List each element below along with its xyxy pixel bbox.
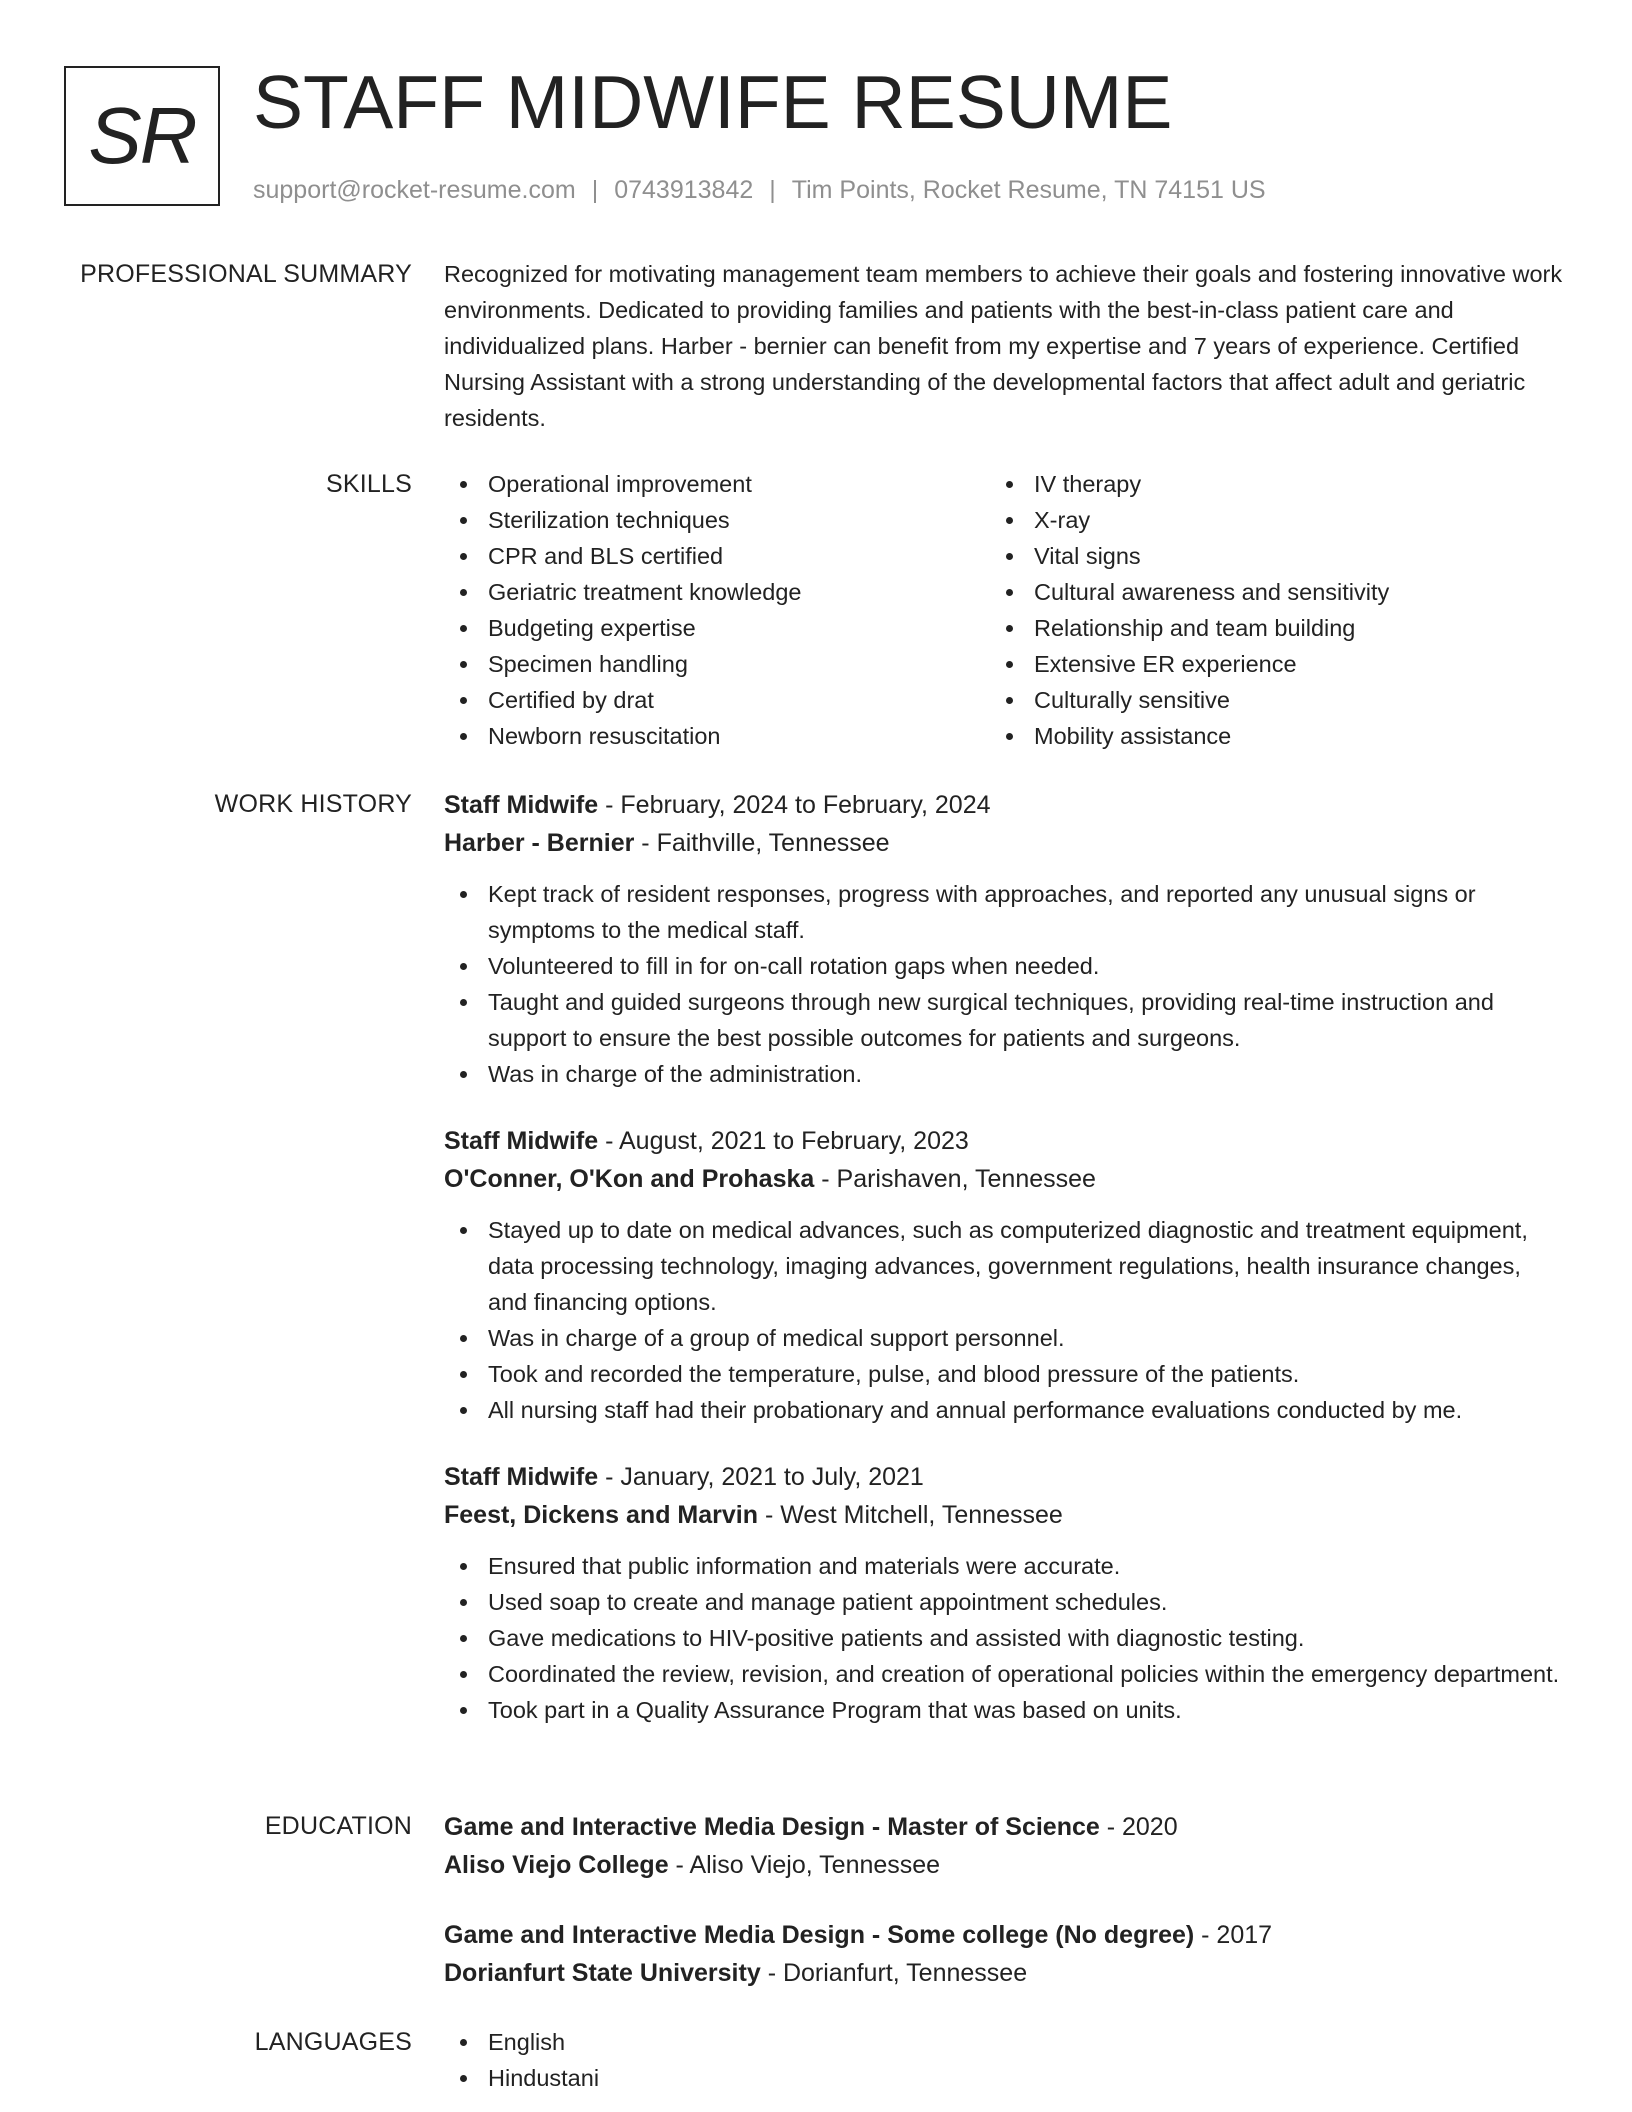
job-bullet: Coordinated the review, revision, and creation of operational policies within the emergency department. (444, 1656, 1564, 1692)
job-bullet: All nursing staff had their probationary and annual performance evaluations conducted by me. (444, 1392, 1564, 1428)
job-bullet: Took part in a Quality Assurance Program that was based on units. (444, 1692, 1564, 1728)
work-history-body (444, 786, 1564, 1758)
skill-item: Culturally sensitive (990, 682, 1536, 718)
job-bullet: Ensured that public information and materials were accurate. (444, 1548, 1564, 1584)
skill-item: Geriatric treatment knowledge (444, 574, 990, 610)
skill-item: CPR and BLS certified (444, 538, 990, 574)
job-bullet: Gave medications to HIV-positive patients and assisted with diagnostic testing. (444, 1620, 1564, 1656)
education-entry (444, 1808, 1564, 1884)
job-bullet: Used soap to create and manage patient appointment schedules. (444, 1584, 1564, 1620)
contact-separator: | (769, 176, 776, 204)
degree-line (444, 1916, 1564, 1954)
job-entry (444, 786, 1564, 1092)
section-heading: PROFESSIONAL SUMMARY (80, 260, 412, 288)
job-bullets (444, 1212, 1564, 1428)
skill-item: Newborn resuscitation (444, 718, 990, 754)
job-title: Staff Midwife (444, 791, 599, 819)
school-name: Aliso Viejo College (444, 1851, 669, 1879)
job-location: - Faithville, Tennessee (634, 829, 890, 857)
skill-item: Sterilization techniques (444, 502, 990, 538)
job-bullet: Was in charge of a group of medical support personnel. (444, 1320, 1564, 1356)
skill-item: Cultural awareness and sensitivity (990, 574, 1536, 610)
job-entry (444, 1458, 1564, 1728)
degree-name: Game and Interactive Media Design - Master of Science (444, 1813, 1100, 1841)
skill-item: Relationship and team building (990, 610, 1536, 646)
skill-item: Certified by drat (444, 682, 990, 718)
job-bullets (444, 876, 1564, 1092)
language-item: English (444, 2024, 1564, 2060)
job-dates: - August, 2021 to February, 2023 (598, 1127, 969, 1155)
language-item: Hindustani (444, 2060, 1564, 2096)
job-title-line (444, 1458, 1564, 1496)
section-heading: SKILLS (326, 470, 412, 498)
section-heading: WORK HISTORY (214, 790, 412, 818)
job-bullets (444, 1548, 1564, 1728)
job-entry (444, 1122, 1564, 1428)
job-bullet: Was in charge of the administration. (444, 1056, 1564, 1092)
degree-year: - 2020 (1099, 1813, 1178, 1841)
job-title: Staff Midwife (444, 1463, 599, 1491)
school-line (444, 1846, 1564, 1884)
contact-email[interactable]: support@rocket-resume.com (253, 176, 576, 204)
job-company-line (444, 824, 1564, 862)
job-company-line (444, 1496, 1564, 1534)
languages-list (444, 2024, 1564, 2096)
skills-list-right (990, 466, 1536, 754)
school-location: - Dorianfurt, Tennessee (760, 1959, 1028, 1987)
contact-phone[interactable]: 0743913842 (614, 176, 754, 204)
job-title: Staff Midwife (444, 1127, 599, 1155)
contact-separator: | (591, 176, 599, 204)
summary-body (444, 256, 1564, 436)
contact-line (253, 174, 1266, 206)
education-body (444, 1808, 1564, 2024)
skill-item: Operational improvement (444, 466, 990, 502)
languages-body (444, 2024, 1564, 2096)
job-company-line (444, 1160, 1564, 1198)
job-title-line (444, 1122, 1564, 1160)
job-bullet: Kept track of resident responses, progress with approaches, and reported any unusual signs or symptoms to the medical staff. (444, 876, 1564, 948)
education-entry (444, 1916, 1564, 1992)
skill-item: Extensive ER experience (990, 646, 1536, 682)
skills-body (444, 466, 1564, 754)
degree-year: - 2017 (1194, 1921, 1273, 1949)
school-name: Dorianfurt State University (444, 1959, 761, 1987)
resume-title: STAFF MIDWIFE RESUME (253, 60, 1173, 144)
skill-item: Mobility assistance (990, 718, 1536, 754)
job-title-line (444, 786, 1564, 824)
school-line (444, 1954, 1564, 1992)
job-company: Harber - Bernier (444, 829, 635, 857)
job-bullet: Took and recorded the temperature, pulse, and blood pressure of the patients. (444, 1356, 1564, 1392)
section-heading: LANGUAGES (254, 2028, 412, 2056)
job-location: - Parishaven, Tennessee (814, 1165, 1096, 1193)
contact-address: Tim Points, Rocket Resume, TN 74151 US (791, 176, 1266, 204)
skill-item: IV therapy (990, 466, 1536, 502)
skill-item: Specimen handling (444, 646, 990, 682)
job-dates: - February, 2024 to February, 2024 (598, 791, 991, 819)
section-heading: EDUCATION (264, 1812, 412, 1840)
school-location: - Aliso Viejo, Tennessee (668, 1851, 941, 1879)
skills-list-left (444, 466, 990, 754)
skill-item: X-ray (990, 502, 1536, 538)
monogram-logo: SR (64, 66, 220, 206)
job-bullet: Taught and guided surgeons through new surgical techniques, providing real-time instruction and support to ensure the best possible outcomes for patients and surgeons. (444, 984, 1564, 1056)
job-company: Feest, Dickens and Marvin (444, 1501, 759, 1529)
degree-name: Game and Interactive Media Design - Some college (No degree) (444, 1921, 1195, 1949)
job-dates: - January, 2021 to July, 2021 (598, 1463, 924, 1491)
summary-text: Recognized for motivating management team members to achieve their goals and fostering innovative work environments. Dedicated to providing families and patients with the best-in-class patient care and individualized plans. Harber - bernier can benefit from my expertise and 7 years of experience. Certified Nursing Assistant with a strong understanding of the developmental factors that affect adult and geriatric residents. (444, 261, 1563, 431)
job-bullet: Volunteered to fill in for on-call rotation gaps when needed. (444, 948, 1564, 984)
job-location: - West Mitchell, Tennessee (758, 1501, 1063, 1529)
job-company: O'Conner, O'Kon and Prohaska (444, 1165, 815, 1193)
skill-item: Budgeting expertise (444, 610, 990, 646)
skill-item: Vital signs (990, 538, 1536, 574)
degree-line (444, 1808, 1564, 1846)
job-bullet: Stayed up to date on medical advances, such as computerized diagnostic and treatment equipment, data processing technology, imaging advances, government regulations, health insurance changes, and financing options. (444, 1212, 1564, 1320)
